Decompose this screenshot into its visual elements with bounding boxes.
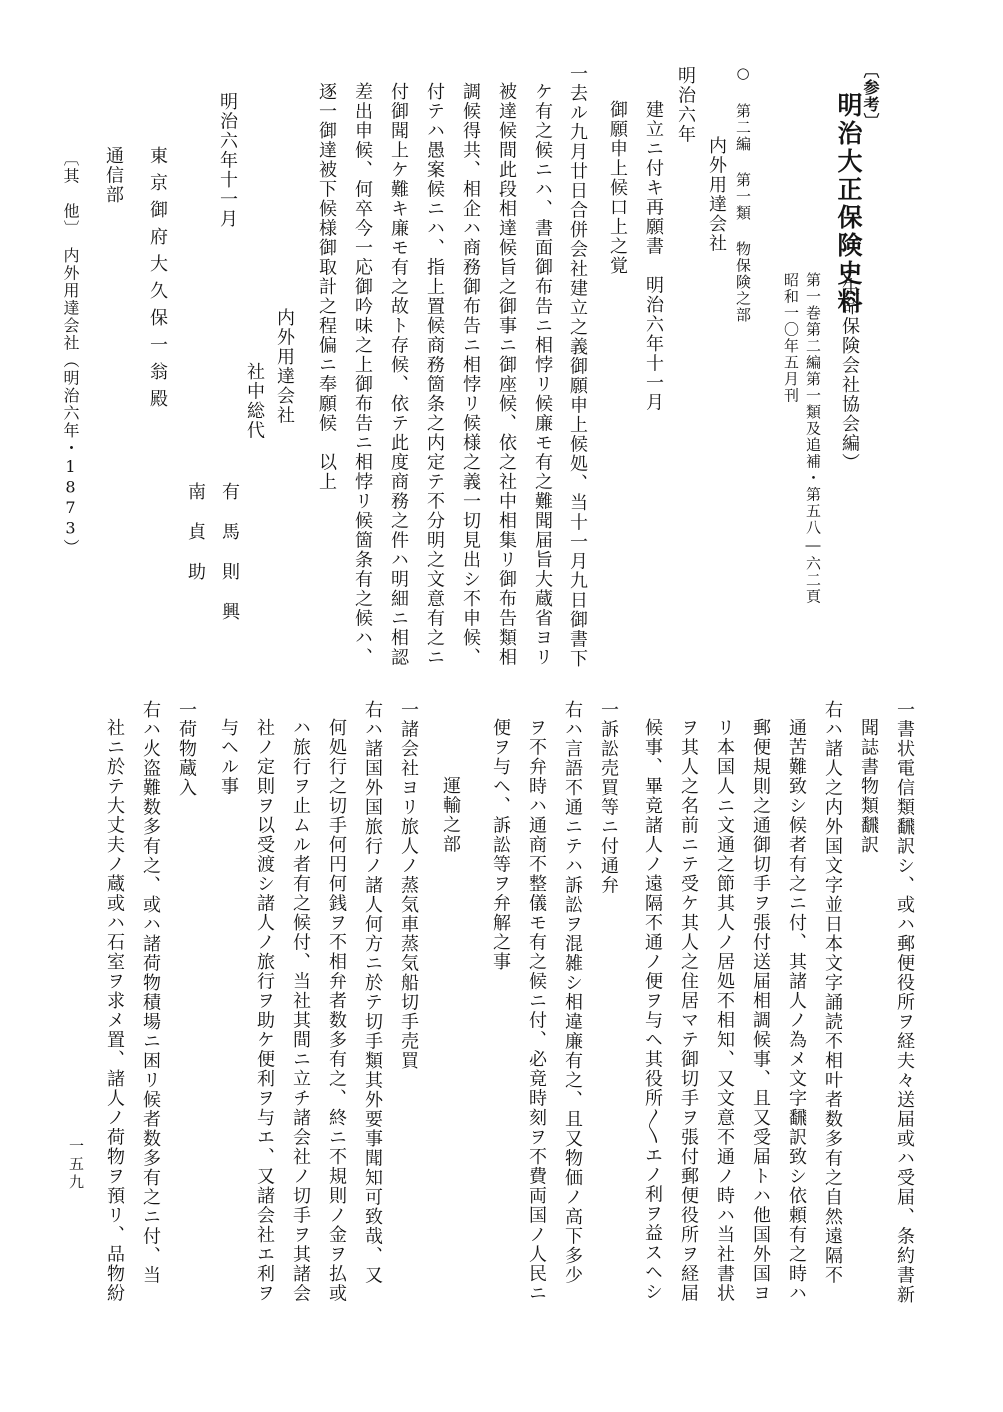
petition-line: 一去ル九月廿日合併会社建立之義御願申上候処、当十一月九日御書下 bbox=[567, 64, 588, 669]
text-line: 右ハ諸国外国旅行ノ諸人何方ニ於テ切手類其外要事聞知可致哉、又 bbox=[362, 700, 383, 1285]
section-company: 内外用達会社 bbox=[706, 136, 727, 253]
text-line: リ本国人ニ文通之節其人ノ居処不相知、又文意不通ノ時ハ当社書状 bbox=[714, 718, 735, 1303]
section-year: 明治六年 bbox=[675, 66, 696, 144]
text-line: 一荷物蔵入 bbox=[176, 700, 197, 798]
text-line: 聞誌書物類飜訳 bbox=[858, 718, 879, 855]
text-line: 何処行之切手何円何銭ヲ不相弁者数多有之、終ニ不規則ノ金ヲ払或 bbox=[326, 718, 347, 1303]
department: 通信部 bbox=[103, 146, 124, 205]
petition-line: 調候得共、相企ハ商務御布告ニ相悖リ候様之義一切見出シ不申候、 bbox=[460, 82, 481, 667]
section-heading-transport: 運輸之部 bbox=[440, 776, 461, 854]
text-line: 与ヘル事 bbox=[218, 718, 239, 796]
page-number: 一五九 bbox=[67, 1138, 85, 1192]
source-note: 〔其 他〕 内外用達会社（明治六年・1873） bbox=[61, 150, 80, 557]
petition-line: 被達候間此段相達候旨之御事ニ御座候、依之社中相集リ御布告類相 bbox=[496, 82, 517, 667]
section-heading: ○ 第二編 第一類 物保険之部 bbox=[734, 64, 752, 324]
petition-line: 差出申候、何卒今一応御吟味之上御布告ニ相悖リ候箇条有之候ハ、 bbox=[352, 82, 373, 667]
signature-group: 社中総代 bbox=[244, 362, 265, 440]
text-line: 社ニ於テ大丈夫ノ蔵或ハ石室ヲ求メ置、諸人ノ荷物ヲ預リ、品物紛 bbox=[104, 718, 125, 1303]
signature-company: 内外用達会社 bbox=[274, 308, 295, 425]
text-line: 右ハ諸人之内外国文字並日本文字誦読不相叶者数多有之自然遠隔不 bbox=[822, 700, 843, 1285]
text-line: 通苦難致シ候者有之ニ付、其諸人ノ為メ文字飜訳致シ依頼有之時ハ bbox=[786, 718, 807, 1303]
reference-label: 〔参考〕 bbox=[861, 62, 880, 130]
text-line: 社ノ定則ヲ以受渡シ諸人ノ旅行ヲ助ケ便利ヲ与エ、又諸会社エ利ヲ bbox=[254, 718, 275, 1303]
petition-line: 付御聞上ケ難キ廉モ有之故ト存候、依テ此度商務之件ハ明細ニ相認 bbox=[388, 82, 409, 667]
text-line: 郵便規則之通御切手ヲ張付送届相調候事、且又受届トハ他国外国ヨ bbox=[750, 718, 771, 1303]
signature-date: 明治六年十一月 bbox=[217, 92, 238, 229]
volume-reference: 第一巻第二編第一類及追補・第五八―六二頁 bbox=[804, 272, 822, 605]
petition-line: 逐一御達被下候様御取計之程偏ニ奉願候 以上 bbox=[316, 82, 337, 492]
petition-line: 付テハ愚案候ニハ、指上置候商務箇条之内定テ不分明之文意有之ニ bbox=[424, 82, 445, 667]
text-line: 候事、畢竟諸人ノ遠隔不通ノ便ヲ与ヘ其役所〳〵エノ利ヲ益スヘシ bbox=[642, 718, 663, 1302]
signature-name: 有馬則興 bbox=[219, 482, 240, 642]
text-line: 一書状電信類飜訳シ、或ハ郵便役所ヲ経夫々送届或ハ受届、条約書新 bbox=[894, 700, 915, 1305]
text-line: 右ハ火盗難数多有之、或ハ諸荷物積場ニ困リ候者数多有之ニ付、当 bbox=[140, 700, 161, 1285]
text-line: ハ旅行ヲ止ムル者有之候付、当社其間ニ立チ諸会社ノ切手ヲ其諸会 bbox=[290, 718, 311, 1303]
publication-date: 昭和一〇年五月刊 bbox=[782, 272, 800, 404]
recipient: 東京御府大久保一翁殿 bbox=[147, 146, 168, 416]
text-line: 便ヲ与ヘ、訴訟等ヲ弁解之事 bbox=[490, 718, 511, 972]
source-editor: （生命保険会社協会編） bbox=[839, 258, 860, 473]
document-title: 建立ニ付キ再願書 明治六年十一月 bbox=[643, 100, 664, 412]
text-line: ヲ其人之名前ニテ受ケ其人之住居マテ御切手ヲ張付郵便役所ヲ経届 bbox=[678, 718, 699, 1303]
text-line: 右ハ言語不通ニテハ訴訟ヲ混雑シ相違廉有之、且又物価ノ高下多少 bbox=[562, 700, 583, 1285]
text-line: 一訴訟売買等ニ付通弁 bbox=[598, 700, 619, 895]
page-title: 明治大正保険史料 bbox=[834, 92, 863, 316]
petition-line: ケ有之候ニハ、書面御布告ニ相悖リ候廉モ有之難聞届旨大蔵省ヨリ bbox=[532, 82, 553, 667]
signature-name: 南貞助 bbox=[185, 482, 206, 602]
document-subtitle: 御願申上候口上之覚 bbox=[607, 100, 628, 276]
text-line: ヲ不弁時ハ通商不整儀モ有之候ニ付、必竟時刻ヲ不費両国ノ人民ニ bbox=[526, 718, 547, 1303]
text-line: 一諸会社ヨリ旅人ノ蒸気車蒸気船切手売買 bbox=[398, 700, 419, 1071]
